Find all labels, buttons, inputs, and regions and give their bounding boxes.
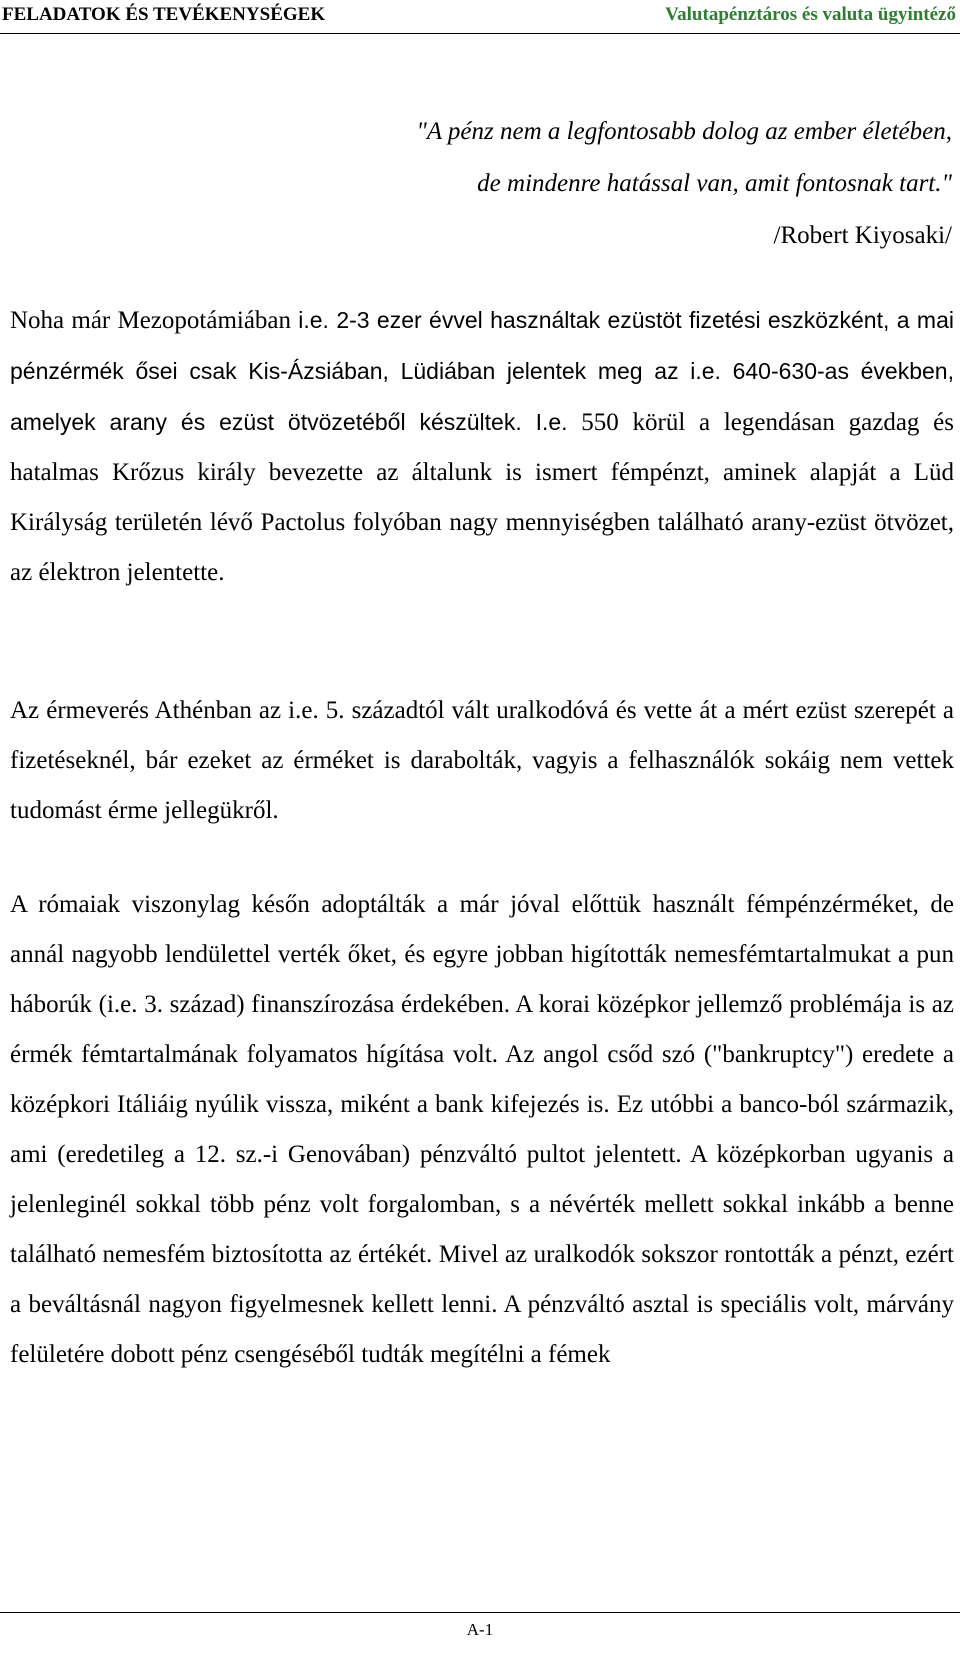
footer-divider xyxy=(0,1612,960,1613)
epigraph-quote xyxy=(152,106,952,262)
quote-line-2: de mindenre hatással van, amit fontosnak tart." xyxy=(477,170,952,197)
quote-author: /Robert Kiyosaki/ xyxy=(773,222,952,249)
paragraph-1-sans-segment: i.e. 2-3 ezer évvel használtak ezüstöt fizetési eszközként, a mai pénzérmék ősei csak Kis-Ázsiában, Lüdiában jelentek meg az i.e. 640-630-as években, amelyek arany és ezüst ötvözetéből készültek. I.e. xyxy=(10,307,954,435)
paragraph-athens-coinage: Az érmeverés Athénban az i.e. 5. századtól vált uralkodóvá és vette át a mért ezüst szerepét a fizetéseknél, bár ezeket az érméket is darabolták, vagyis a felhasználók sokáig nem vettek tudomást érme jellegükről. xyxy=(10,697,954,824)
page-number: A-1 xyxy=(466,1620,494,1639)
paragraph-1-end: 550 körül a legendásan gazdag és hatalmas Krőzus király bevezette az általunk is ismert fémpénzt, aminek alapját a Lüd Királyság területén lévő Pactolus folyóban nagy mennyiségben található arany-ezüst ötvözet, az élektron jelentette. xyxy=(10,409,954,586)
paragraph-1-start: Noha már Mezopotámiában xyxy=(10,307,299,334)
paragraph-roman-medieval: A rómaiak viszonylag későn adoptálták a már jóval előttük használt fémpénzérméket, de annál nagyobb lendülettel verték őket, és egyre jobban higították nemesfémtartalmukat a pun háborúk (i.e. 3. század) finanszírozása érdekében. A korai középkor jellemző problémája is az érmék fémtartalmának folyamatos hígítása volt. Az angol csőd szó ("bankruptcy") eredete a középkori Itáliáig nyúlik vissza, miként a bank kifejezés is. Ez utóbbi a banco-ból származik, ami (eredetileg a 12. sz.-i Genovában) pénzváltó pultot jelentett. A középkorban ugyanis a jelenleginél sokkal több pénz volt forgalomban, s a névérték mellett sokkal inkább a benne található nemesfém biztosította az értékét. Mivel az uralkodók sokszor rontották a pénzt, ezért a beváltásnál nagyon figyelmesnek kellett lenni. A pénzváltó asztal is speciális volt, márvány felületére dobott pénz csengéséből tudták megítélni a fémek xyxy=(10,891,954,1368)
header-section-title: FELADATOK ÉS TEVÉKENYSÉGEK xyxy=(2,4,326,25)
paragraph-lydia-coins xyxy=(10,295,954,598)
quote-line-1: "A pénz nem a legfontosabb dolog az ember életében, xyxy=(416,118,952,145)
page-header xyxy=(0,0,960,34)
header-course-title: Valutapénztáros és valuta ügyintéző xyxy=(665,4,956,25)
